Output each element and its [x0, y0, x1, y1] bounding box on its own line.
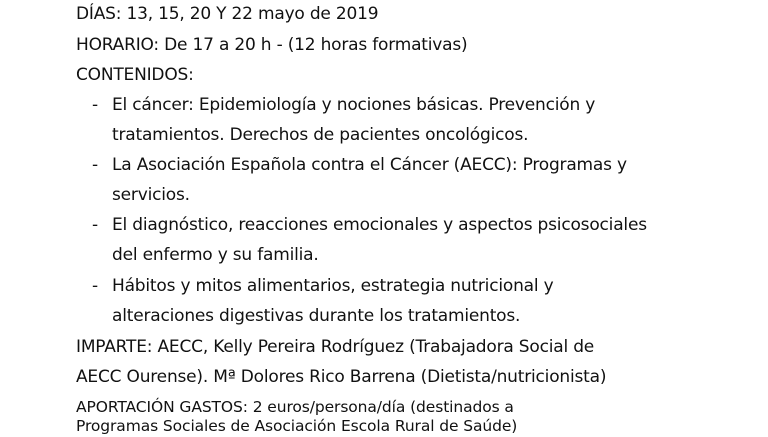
bullet-dash: - [92, 95, 98, 115]
bullet-1-line1: El cáncer: Epidemiología y nociones básicas. Prevención y [112, 95, 596, 115]
imparte-line2: AECC Ourense). Mª Dolores Rico Barrena (Dietista/nutricionista) [76, 367, 607, 387]
bullet-2-line1: La Asociación Española contra el Cáncer (AECC): Programas y [112, 155, 627, 175]
bullet-dash: - [92, 215, 98, 235]
bullet-4-line1: Hábitos y mitos alimentarios, estrategia nutricional y [112, 276, 554, 296]
bullet-dash: - [92, 155, 98, 175]
bullet-1-line2: tratamientos. Derechos de pacientes oncológicos. [112, 125, 529, 145]
bullet-3-line1: El diagnóstico, reacciones emocionales y aspectos psicosociales [112, 215, 647, 235]
dias-line: DÍAS: 13, 15, 20 Y 22 mayo de 2019 [76, 4, 379, 24]
bullet-4-line2: alteraciones digestivas durante los tratamientos. [112, 306, 521, 326]
contenidos-heading: CONTENIDOS: [76, 65, 194, 85]
bullet-2-line2: servicios. [112, 185, 190, 205]
bullet-dash: - [92, 276, 98, 296]
aportacion-line2: Programas Sociales de Asociación Escola Rural de Saúde) [76, 417, 518, 435]
horario-line: HORARIO: De 17 a 20 h - (12 horas formativas) [76, 35, 468, 55]
course-info-document [76, 0, 756, 435]
imparte-line1: IMPARTE: AECC, Kelly Pereira Rodríguez (Trabajadora Social de [76, 337, 595, 357]
bullet-3-line2: del enfermo y su familia. [112, 245, 319, 265]
aportacion-line1: APORTACIÓN GASTOS: 2 euros/persona/día (destinados a [76, 398, 514, 416]
